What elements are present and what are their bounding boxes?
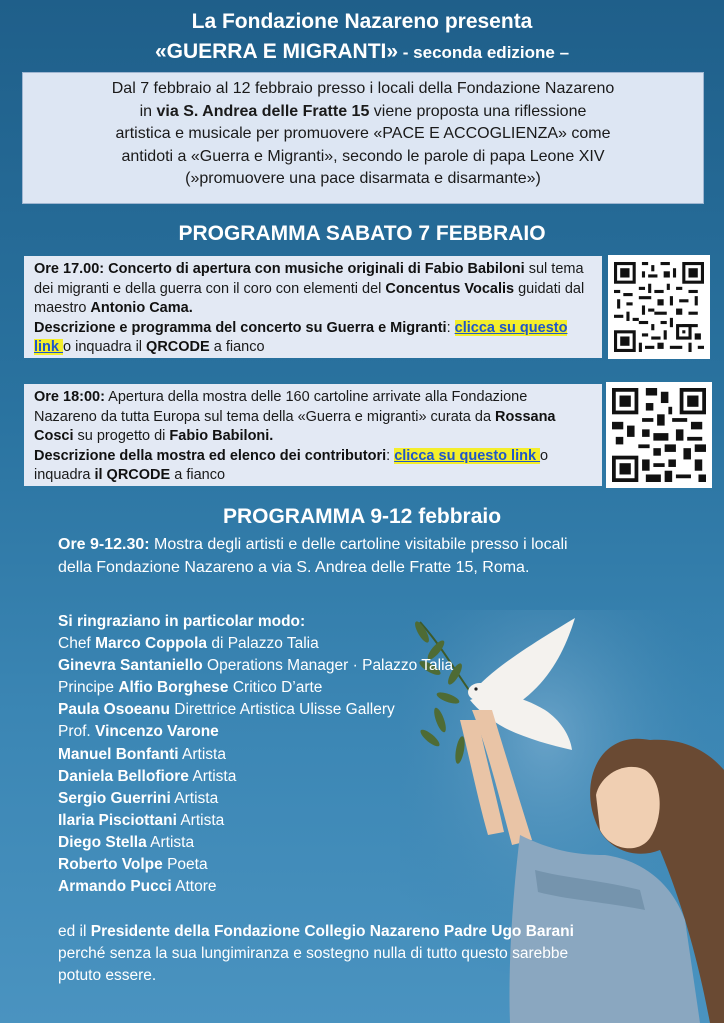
thanks-person xyxy=(58,810,618,832)
person-name: Sergio Guerrini xyxy=(58,789,171,807)
event-text: : xyxy=(446,319,455,336)
qr-code-concert-icon[interactable] xyxy=(608,255,710,359)
person-role: Operations Manager · Palazzo Talia xyxy=(202,657,454,675)
person-name: Paula Osoeanu xyxy=(58,701,170,719)
days-program xyxy=(58,533,708,579)
intro-line xyxy=(41,101,685,124)
person-title: Prof. xyxy=(58,723,96,741)
thanks-person xyxy=(58,699,618,721)
event-text: a fianco xyxy=(170,467,226,483)
thanks-person xyxy=(58,677,618,699)
conductor-name: Antonio Cama. xyxy=(90,300,193,316)
footer-president: Presidente della Fondazione Collegio Nazareno Padre Ugo Barani xyxy=(90,923,574,940)
person-name: Armando Pucci xyxy=(58,878,172,896)
person-role: Artista xyxy=(176,811,225,829)
event-card-concert xyxy=(24,256,602,358)
event-text: Apertura della mostra delle 160 cartoline arrivate alla Fondazione Nazareno da tutta Europa sul tema della «Guerra e migranti» curata da xyxy=(34,389,528,425)
person-role: Artista xyxy=(170,789,219,807)
footer-line: perché senza la sua lungimiranza e sostegno nulla di tutto questo sarebbe xyxy=(58,945,569,962)
intro-line: antidoti a «Guerra e Migranti», secondo le parole di papa Leone XIV xyxy=(121,147,605,165)
header-title xyxy=(0,40,724,64)
thanks-person xyxy=(58,832,618,854)
person-title: Principe xyxy=(58,679,119,697)
event-text: a fianco xyxy=(209,339,265,355)
qrcode-label: il QRCODE xyxy=(94,467,171,483)
person-role: di Palazzo Talia xyxy=(207,635,319,653)
saturday-title: PROGRAMMA SABATO 7 FEBBRAIO xyxy=(178,222,546,245)
exhibition-link[interactable]: clicca su questo link xyxy=(394,447,541,464)
artist-name: Fabio Babiloni. xyxy=(169,428,274,444)
intro-box xyxy=(22,72,704,204)
days-line xyxy=(58,533,708,556)
intro-line: artistica e musicale per promuovere «PACE E ACCOGLIENZA» come xyxy=(115,125,611,142)
footer-text xyxy=(58,921,658,987)
person-name: Daniela Bellofiore xyxy=(58,767,189,785)
person-role: Artista xyxy=(146,833,195,851)
person-name: Alfio Borghese xyxy=(118,679,229,697)
person-role: Artista xyxy=(178,745,226,763)
days-text: Mostra degli artisti e delle cartoline visitabile presso i locali xyxy=(149,536,568,553)
person-name: Vincenzo Varone xyxy=(95,723,219,741)
footer-pre: ed il xyxy=(58,923,91,940)
qr-code-icon xyxy=(612,388,706,482)
thanks-person xyxy=(58,766,618,788)
person-name: Marco Coppola xyxy=(95,635,208,653)
person-title: Chef xyxy=(58,635,96,653)
edition-label: - seconda edizione – xyxy=(398,43,570,62)
concert-link[interactable]: clicca su questo link xyxy=(34,319,568,355)
event-text: : xyxy=(386,447,395,464)
event-text: Descrizione della mostra ed elenco dei contributori xyxy=(34,447,387,464)
event-text: Concerto di apertura con musiche originali di Fabio Babiloni xyxy=(104,261,525,277)
qrcode-label: QRCODE xyxy=(146,339,210,355)
thanks-person xyxy=(58,876,618,898)
event-time: Ore 17.00: xyxy=(34,261,105,277)
choir-name: Concentus Vocalis xyxy=(385,280,515,297)
thanks-list xyxy=(58,633,618,898)
intro-line: Dal 7 febbraio al 12 febbraio presso i locali della Fondazione Nazareno xyxy=(111,80,615,97)
person-role: Artista xyxy=(188,767,237,785)
thanks-section xyxy=(58,611,618,898)
thanks-person xyxy=(58,633,618,655)
person-name: Ginevra Santaniello xyxy=(58,657,203,675)
event-text: o inquadra xyxy=(34,447,549,483)
person-role: Direttrice Artistica Ulisse Gallery xyxy=(169,701,395,719)
thanks-person xyxy=(58,854,618,876)
event-time: Ore 18:00: xyxy=(34,389,105,405)
person-name: Ilaria Pisciottani xyxy=(58,811,177,829)
footer-line xyxy=(58,921,658,943)
footer-line: potuto essere. xyxy=(58,967,157,984)
event-text: su progetto di xyxy=(73,428,170,444)
event-text: guidati dal maestro xyxy=(34,280,585,316)
person-name: Diego Stella xyxy=(58,833,147,851)
days-line: della Fondazione Nazareno a via S. Andrea delle Fratte 15, Roma. xyxy=(58,559,530,576)
thanks-person xyxy=(58,721,618,743)
person-name: Roberto Volpe xyxy=(58,856,163,874)
intro-line: (»promuovere una pace disarmata e disarmante») xyxy=(185,170,541,187)
header-presenter: La Fondazione Nazareno presenta xyxy=(191,10,533,33)
thanks-person xyxy=(58,744,618,766)
thanks-heading: Si ringraziano in particolar modo: xyxy=(58,613,306,630)
days-time: Ore 9-12.30: xyxy=(58,536,150,553)
person-role: Attore xyxy=(171,878,217,896)
thanks-person xyxy=(58,788,618,810)
qr-code-exhibition-icon[interactable] xyxy=(606,382,712,488)
event-card-exhibition xyxy=(24,384,602,486)
event-text: o inquadra il xyxy=(63,339,147,355)
person-role: Critico D’arte xyxy=(228,679,323,697)
intro-text: viene proposta una riflessione xyxy=(369,102,587,120)
person-role: Poeta xyxy=(162,856,208,874)
event-text: Descrizione e programma del concerto su Guerra e Migranti xyxy=(34,319,447,336)
thanks-person xyxy=(58,655,618,677)
days-title: PROGRAMMA 9-12 febbraio xyxy=(222,505,502,528)
curator-name: Rossana Cosci xyxy=(34,408,556,444)
qr-code-icon xyxy=(614,261,704,353)
intro-address: via S. Andrea delle Fratte 15 xyxy=(156,102,370,120)
person-name: Manuel Bonfanti xyxy=(58,745,179,763)
event-title: «GUERRA E MIGRANTI» xyxy=(154,40,399,63)
event-text: sul tema dei migranti e della guerra con il coro con elementi del xyxy=(34,261,584,297)
intro-text: in xyxy=(139,102,157,120)
